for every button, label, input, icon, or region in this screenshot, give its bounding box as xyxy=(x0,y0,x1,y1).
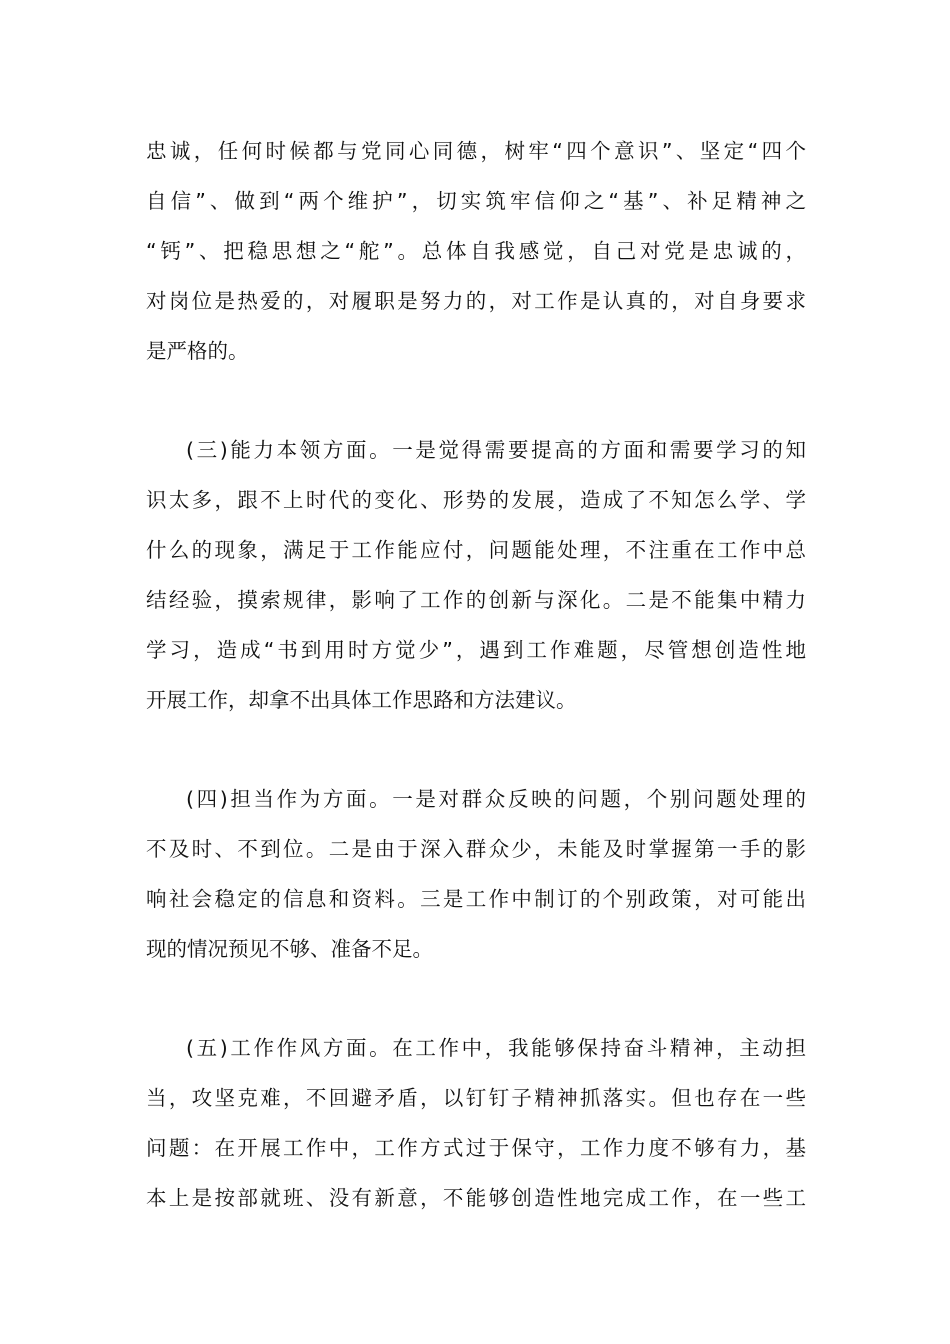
paragraph-2-line-1: (三)能力本领方面。一是觉得需要提高的方面和需要学习的知 xyxy=(186,438,806,462)
paragraph-1-line-3: “钙”、把稳思想之“舵”。总体自我感觉，自己对党是忠诚的， xyxy=(146,239,806,263)
paragraph-2-line-6: 开展工作，却拿不出具体工作思路和方法建议。 xyxy=(146,688,577,712)
paragraph-4-line-4: 本上是按部就班、没有新意，不能够创造性地完成工作，在一些工 xyxy=(146,1186,806,1210)
paragraph-2-line-5: 学习，造成“书到用时方觉少”，遇到工作难题，尽管想创造性地 xyxy=(146,638,806,662)
paragraph-3-line-1: (四)担当作为方面。一是对群众反映的问题，个别问题处理的 xyxy=(186,787,806,811)
paragraph-4-line-2: 当，攻坚克难，不回避矛盾，以钉钉子精神抓落实。但也存在一些 xyxy=(146,1086,806,1110)
paragraph-1-line-1: 忠诚，任何时候都与党同心同德，树牢“四个意识”、坚定“四个 xyxy=(146,139,806,163)
paragraph-1-line-4: 对岗位是热爱的，对履职是努力的，对工作是认真的，对自身要求 xyxy=(146,289,806,313)
paragraph-3-line-2: 不及时、不到位。二是由于深入群众少，未能及时掌握第一手的影 xyxy=(146,837,806,861)
paragraph-2-line-3: 什么的现象，满足于工作能应付，问题能处理，不注重在工作中总 xyxy=(146,538,806,562)
paragraph-1-line-5: 是严格的。 xyxy=(146,339,249,363)
paragraph-3-line-4: 现的情况预见不够、准备不足。 xyxy=(146,937,433,961)
paragraph-1-line-2: 自信”、做到“两个维护”，切实筑牢信仰之“基”、补足精神之 xyxy=(146,189,806,213)
paragraph-4-line-1: (五)工作作风方面。在工作中，我能够保持奋斗精神，主动担 xyxy=(186,1036,806,1060)
paragraph-2-line-2: 识太多，跟不上时代的变化、形势的发展，造成了不知怎么学、学 xyxy=(146,488,806,512)
paragraph-4-line-3: 问题：在开展工作中，工作方式过于保守，工作力度不够有力，基 xyxy=(146,1136,806,1160)
paragraph-2-line-4: 结经验，摸索规律，影响了工作的创新与深化。二是不能集中精力 xyxy=(146,588,806,612)
paragraph-3-line-3: 响社会稳定的信息和资料。三是工作中制订的个别政策，对可能出 xyxy=(146,887,806,911)
